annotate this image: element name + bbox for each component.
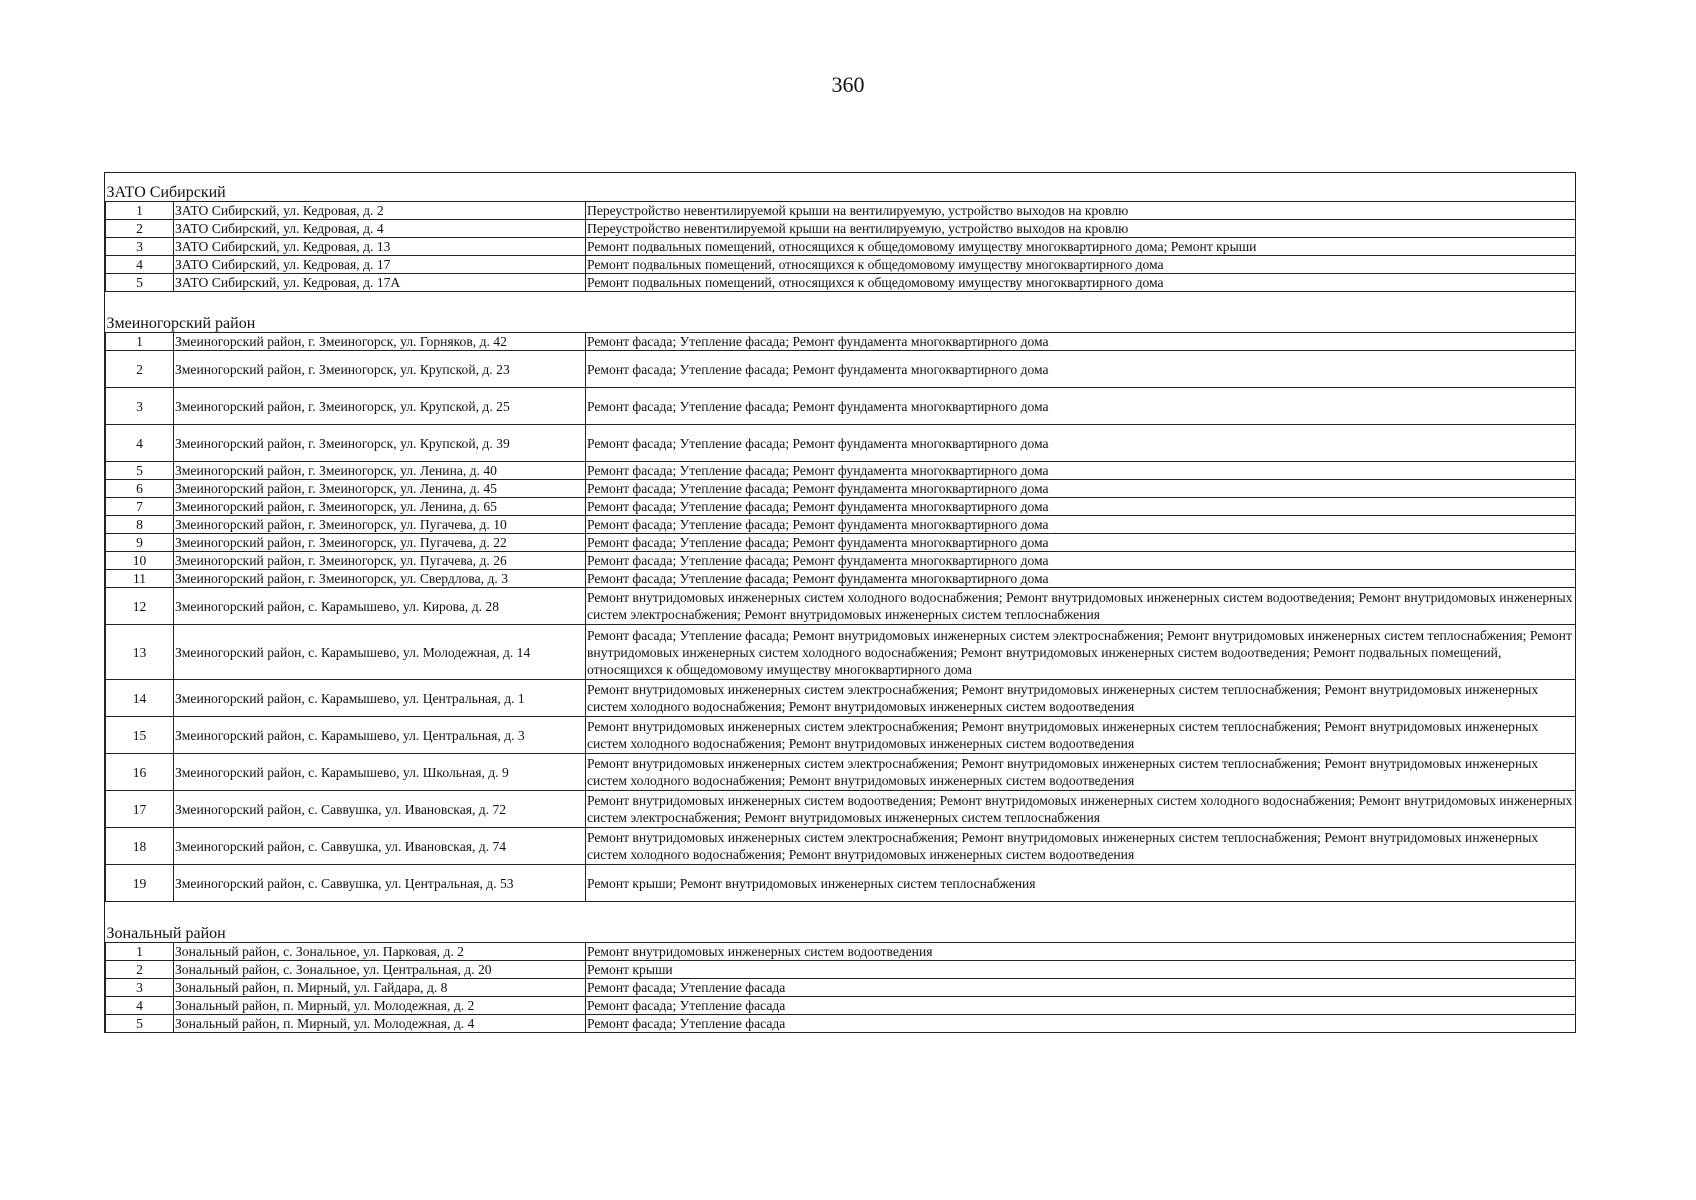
row-address: Змеиногорский район, г. Змеиногорск, ул. Ленина, д. 65 bbox=[174, 498, 586, 516]
table-row bbox=[106, 534, 1576, 552]
row-works: Ремонт фасада; Утепление фасада; Ремонт фундамента многоквартирного дома bbox=[586, 333, 1576, 351]
row-number: 2 bbox=[106, 351, 174, 388]
row-address: ЗАТО Сибирский, ул. Кедровая, д. 4 bbox=[174, 220, 586, 238]
works-table-body bbox=[106, 173, 1576, 1033]
row-address: Зональный район, с. Зональное, ул. Центральная, д. 20 bbox=[174, 961, 586, 979]
row-address: Змеиногорский район, г. Змеиногорск, ул. Пугачева, д. 10 bbox=[174, 516, 586, 534]
section-title: Зональный район bbox=[106, 902, 1576, 943]
row-works: Ремонт фасада; Утепление фасада; Ремонт фундамента многоквартирного дома bbox=[586, 462, 1576, 480]
table-row bbox=[106, 680, 1576, 717]
table-row bbox=[106, 388, 1576, 425]
table-row bbox=[106, 943, 1576, 961]
row-works: Переустройство невентилируемой крыши на вентилируемую, устройство выходов на кровлю bbox=[586, 220, 1576, 238]
page-number: 360 bbox=[831, 72, 865, 97]
row-address: Змеиногорский район, г. Змеиногорск, ул. Пугачева, д. 26 bbox=[174, 552, 586, 570]
row-number: 6 bbox=[106, 480, 174, 498]
row-address: ЗАТО Сибирский, ул. Кедровая, д. 2 bbox=[174, 202, 586, 220]
row-number: 3 bbox=[106, 388, 174, 425]
row-address: Зональный район, п. Мирный, ул. Гайдара, д. 8 bbox=[174, 979, 586, 997]
row-address: Зональный район, п. Мирный, ул. Молодежная, д. 2 bbox=[174, 997, 586, 1015]
row-works: Переустройство невентилируемой крыши на вентилируемую, устройство выходов на кровлю bbox=[586, 202, 1576, 220]
table-row bbox=[106, 717, 1576, 754]
row-works: Ремонт фасада; Утепление фасада; Ремонт фундамента многоквартирного дома bbox=[586, 425, 1576, 462]
row-address: ЗАТО Сибирский, ул. Кедровая, д. 13 bbox=[174, 238, 586, 256]
table-row bbox=[106, 256, 1576, 274]
row-address: Змеиногорский район, г. Змеиногорск, ул. Горняков, д. 42 bbox=[174, 333, 586, 351]
row-number: 4 bbox=[106, 997, 174, 1015]
row-works: Ремонт подвальных помещений, относящихся к общедомовому имуществу многоквартирного дома bbox=[586, 274, 1576, 292]
works-table-container bbox=[104, 172, 1576, 1033]
row-address: Змеиногорский район, с. Карамышево, ул. Молодежная, д. 14 bbox=[174, 625, 586, 680]
table-row bbox=[106, 516, 1576, 534]
row-address: Змеиногорский район, с. Саввушка, ул. Ивановская, д. 72 bbox=[174, 791, 586, 828]
row-number: 7 bbox=[106, 498, 174, 516]
row-works: Ремонт фасада; Утепление фасада; Ремонт фундамента многоквартирного дома bbox=[586, 351, 1576, 388]
works-table bbox=[105, 173, 1576, 1033]
row-address: ЗАТО Сибирский, ул. Кедровая, д. 17 bbox=[174, 256, 586, 274]
row-number: 16 bbox=[106, 754, 174, 791]
row-number: 12 bbox=[106, 588, 174, 625]
row-works: Ремонт фасада; Утепление фасада; Ремонт фундамента многоквартирного дома bbox=[586, 552, 1576, 570]
table-row bbox=[106, 1015, 1576, 1033]
table-row bbox=[106, 462, 1576, 480]
row-works: Ремонт фасада; Утепление фасада bbox=[586, 979, 1576, 997]
table-row bbox=[106, 961, 1576, 979]
row-works: Ремонт фасада; Утепление фасада bbox=[586, 1015, 1576, 1033]
row-address: Змеиногорский район, г. Змеиногорск, ул. Ленина, д. 40 bbox=[174, 462, 586, 480]
table-row bbox=[106, 425, 1576, 462]
row-number: 14 bbox=[106, 680, 174, 717]
table-row bbox=[106, 351, 1576, 388]
row-works: Ремонт внутридомовых инженерных систем электроснабжения; Ремонт внутридомовых инженерных систем теплоснабжения; Ремонт внутридомовых инженерных систем холодного водоснабжения; Ремонт внутридомовых инженерных систем водоотведения bbox=[586, 828, 1576, 865]
section-title: ЗАТО Сибирский bbox=[106, 173, 1576, 202]
row-number: 18 bbox=[106, 828, 174, 865]
row-address: Змеиногорский район, г. Змеиногорск, ул. Крупской, д. 23 bbox=[174, 351, 586, 388]
row-number: 4 bbox=[106, 256, 174, 274]
row-number: 1 bbox=[106, 202, 174, 220]
section-header-row bbox=[106, 292, 1576, 333]
row-works: Ремонт фасада; Утепление фасада; Ремонт внутридомовых инженерных систем электроснабжения; Ремонт внутридомовых инженерных систем теплоснабжения; Ремонт внутридомовых инженерных систем холодного водоснабжения; Ремонт внутридомовых инженерных систем водоотведения; Ремонт подвальных помещений, относящихся к общедомовому имуществу многоквартирного дома bbox=[586, 625, 1576, 680]
row-number: 17 bbox=[106, 791, 174, 828]
row-works: Ремонт внутридомовых инженерных систем водоотведения bbox=[586, 943, 1576, 961]
row-number: 13 bbox=[106, 625, 174, 680]
table-row bbox=[106, 865, 1576, 902]
row-number: 1 bbox=[106, 333, 174, 351]
row-number: 9 bbox=[106, 534, 174, 552]
table-row bbox=[106, 979, 1576, 997]
row-address: Змеиногорский район, г. Змеиногорск, ул. Крупской, д. 39 bbox=[174, 425, 586, 462]
row-number: 5 bbox=[106, 462, 174, 480]
row-address: Змеиногорский район, г. Змеиногорск, ул. Свердлова, д. 3 bbox=[174, 570, 586, 588]
table-row bbox=[106, 552, 1576, 570]
row-works: Ремонт подвальных помещений, относящихся к общедомовому имуществу многоквартирного дома bbox=[586, 256, 1576, 274]
row-number: 1 bbox=[106, 943, 174, 961]
row-works: Ремонт крыши; Ремонт внутридомовых инженерных систем теплоснабжения bbox=[586, 865, 1576, 902]
table-row bbox=[106, 498, 1576, 516]
table-row bbox=[106, 588, 1576, 625]
row-works: Ремонт фасада; Утепление фасада; Ремонт фундамента многоквартирного дома bbox=[586, 480, 1576, 498]
row-works: Ремонт внутридомовых инженерных систем водоотведения; Ремонт внутридомовых инженерных систем холодного водоснабжения; Ремонт внутридомовых инженерных систем электроснабжения; Ремонт внутридомовых инженерных систем теплоснабжения bbox=[586, 791, 1576, 828]
table-row bbox=[106, 997, 1576, 1015]
table-row bbox=[106, 333, 1576, 351]
table-row bbox=[106, 274, 1576, 292]
row-number: 5 bbox=[106, 1015, 174, 1033]
row-address: Змеиногорский район, г. Змеиногорск, ул. Крупской, д. 25 bbox=[174, 388, 586, 425]
row-works: Ремонт внутридомовых инженерных систем холодного водоснабжения; Ремонт внутридомовых инженерных систем водоотведения; Ремонт внутридомовых инженерных систем электроснабжения; Ремонт внутридомовых инженерных систем теплоснабжения bbox=[586, 588, 1576, 625]
section-title: Змеиногорский район bbox=[106, 292, 1576, 333]
row-works: Ремонт фасада; Утепление фасада; Ремонт фундамента многоквартирного дома bbox=[586, 534, 1576, 552]
row-works: Ремонт фасада; Утепление фасада; Ремонт фундамента многоквартирного дома bbox=[586, 388, 1576, 425]
table-row bbox=[106, 625, 1576, 680]
row-works: Ремонт фасада; Утепление фасада; Ремонт фундамента многоквартирного дома bbox=[586, 570, 1576, 588]
table-row bbox=[106, 754, 1576, 791]
table-row bbox=[106, 570, 1576, 588]
table-row bbox=[106, 238, 1576, 256]
row-address: Змеиногорский район, с. Карамышево, ул. Центральная, д. 3 bbox=[174, 717, 586, 754]
row-works: Ремонт фасада; Утепление фасада; Ремонт фундамента многоквартирного дома bbox=[586, 498, 1576, 516]
table-row bbox=[106, 828, 1576, 865]
row-number: 11 bbox=[106, 570, 174, 588]
row-number: 8 bbox=[106, 516, 174, 534]
table-row bbox=[106, 202, 1576, 220]
row-address: Змеиногорский район, с. Саввушка, ул. Ивановская, д. 74 bbox=[174, 828, 586, 865]
row-works: Ремонт крыши bbox=[586, 961, 1576, 979]
table-row bbox=[106, 480, 1576, 498]
row-works: Ремонт внутридомовых инженерных систем электроснабжения; Ремонт внутридомовых инженерных систем теплоснабжения; Ремонт внутридомовых инженерных систем холодного водоснабжения; Ремонт внутридомовых инженерных систем водоотведения bbox=[586, 754, 1576, 791]
row-address: Змеиногорский район, г. Змеиногорск, ул. Пугачева, д. 22 bbox=[174, 534, 586, 552]
table-row bbox=[106, 791, 1576, 828]
row-number: 5 bbox=[106, 274, 174, 292]
row-works: Ремонт внутридомовых инженерных систем электроснабжения; Ремонт внутридомовых инженерных систем теплоснабжения; Ремонт внутридомовых инженерных систем холодного водоснабжения; Ремонт внутридомовых инженерных систем водоотведения bbox=[586, 717, 1576, 754]
row-address: Змеиногорский район, г. Змеиногорск, ул. Ленина, д. 45 bbox=[174, 480, 586, 498]
row-address: Змеиногорский район, с. Карамышево, ул. Школьная, д. 9 bbox=[174, 754, 586, 791]
row-number: 2 bbox=[106, 220, 174, 238]
row-works: Ремонт внутридомовых инженерных систем электроснабжения; Ремонт внутридомовых инженерных систем теплоснабжения; Ремонт внутридомовых инженерных систем холодного водоснабжения; Ремонт внутридомовых инженерных систем водоотведения bbox=[586, 680, 1576, 717]
row-number: 4 bbox=[106, 425, 174, 462]
row-number: 10 bbox=[106, 552, 174, 570]
row-address: ЗАТО Сибирский, ул. Кедровая, д. 17А bbox=[174, 274, 586, 292]
row-number: 15 bbox=[106, 717, 174, 754]
row-number: 3 bbox=[106, 238, 174, 256]
row-number: 19 bbox=[106, 865, 174, 902]
row-address: Змеиногорский район, с. Саввушка, ул. Центральная, д. 53 bbox=[174, 865, 586, 902]
row-number: 2 bbox=[106, 961, 174, 979]
table-row bbox=[106, 220, 1576, 238]
row-works: Ремонт фасада; Утепление фасада bbox=[586, 997, 1576, 1015]
row-works: Ремонт подвальных помещений, относящихся к общедомовому имуществу многоквартирного дома; Ремонт крыши bbox=[586, 238, 1576, 256]
row-address: Зональный район, п. Мирный, ул. Молодежная, д. 4 bbox=[174, 1015, 586, 1033]
section-header-row bbox=[106, 902, 1576, 943]
row-address: Змеиногорский район, с. Карамышево, ул. Кирова, д. 28 bbox=[174, 588, 586, 625]
row-address: Змеиногорский район, с. Карамышево, ул. Центральная, д. 1 bbox=[174, 680, 586, 717]
section-header-row bbox=[106, 173, 1576, 202]
row-address: Зональный район, с. Зональное, ул. Парковая, д. 2 bbox=[174, 943, 586, 961]
row-works: Ремонт фасада; Утепление фасада; Ремонт фундамента многоквартирного дома bbox=[586, 516, 1576, 534]
row-number: 3 bbox=[106, 979, 174, 997]
